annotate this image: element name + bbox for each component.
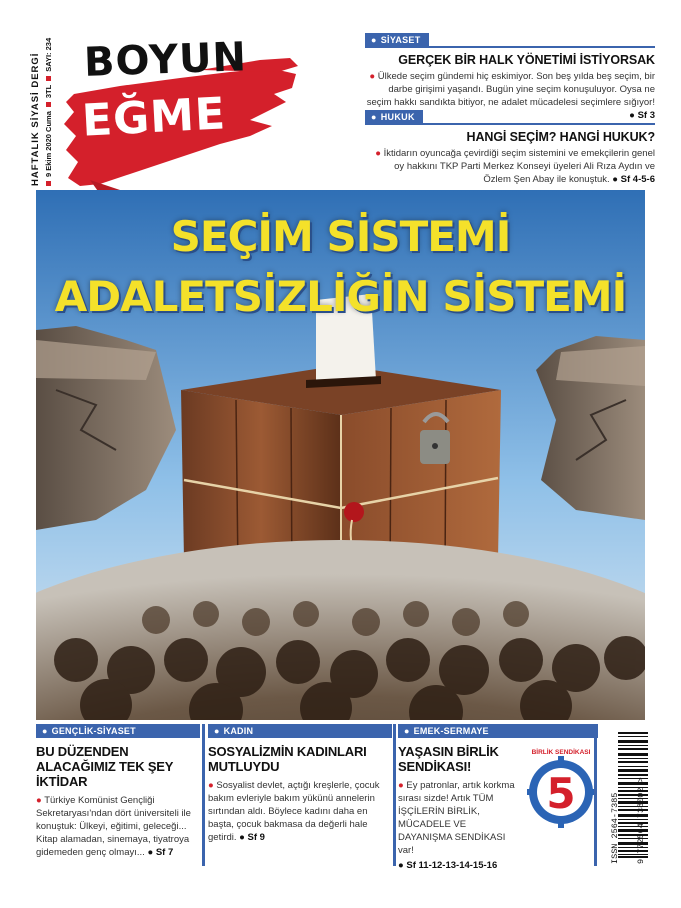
- cover-illustration: [36, 190, 645, 720]
- barcode-number: 9 772564 738002 >: [636, 777, 646, 864]
- bullet-icon: ●: [371, 35, 377, 45]
- column-kadin[interactable]: [208, 724, 392, 864]
- logo-word-egme: EĞME: [80, 88, 228, 147]
- news-title[interactable]: HANGİ SEÇİM? HANGİ HUKUK?: [466, 130, 655, 144]
- magazine-type-label: HAFTALIK SİYASİ DERGİ: [30, 52, 41, 186]
- barcode: [600, 724, 648, 864]
- news-title[interactable]: GERÇEK BİR HALK YÖNETİMİ İSTİYORSAK: [398, 53, 655, 67]
- bottom-columns: [36, 724, 596, 871]
- column-divider: [202, 724, 205, 866]
- news-body: [365, 147, 655, 186]
- column-title[interactable]: BU DÜZENDEN ALACAĞIMIZ TEK ŞEY İKTİDAR: [36, 744, 174, 789]
- column-divider: [393, 724, 396, 866]
- issue-date: 9 Ekim 2020 Cuma: [44, 111, 53, 177]
- red-bullet-icon: ●: [375, 148, 381, 159]
- page-ref[interactable]: ● Sf 3: [629, 110, 655, 121]
- column-body: ● Türkiye Komünist Gençliği Sekretaryası'ndan dört üniversiteli ile konuştuk: Ülkeyi, eğitimi, geleceği... Kitap alamadan, sinemaya, tiyatroya gidemeden genç olmayı... ● Sf 7: [36, 795, 191, 858]
- news-body-text: İktidarın oyuncağa çevirdiği seçim sistemini ve emekçilerin genel oy hakkını TKP Parti Merkez Konseyi üyeleri Ali Rıza Aydın ve Özlem Şen Abay ile konuştuk.: [383, 148, 655, 185]
- red-bullet-icon: ●: [369, 71, 376, 82]
- ballot-box-illustration: [36, 190, 645, 720]
- section-tag: ● EMEK-SERMAYE: [398, 724, 598, 738]
- section-tag: [365, 110, 423, 124]
- headline-line2: ADALETSİZLİĞİN SİSTEMİ: [54, 272, 627, 321]
- bullet-icon: ●: [404, 726, 410, 736]
- bullet-icon: ●: [42, 726, 48, 736]
- section-tag-label: HUKUK: [380, 112, 415, 122]
- page-ref[interactable]: ● Sf 9: [239, 832, 265, 843]
- issue-price: 3TL: [44, 84, 53, 99]
- logo-word-boyun: BOYUN: [83, 34, 248, 86]
- column-title[interactable]: SOSYALİZMİN KADINLARI MUTLUYDU: [208, 744, 367, 774]
- red-square-icon: [46, 76, 51, 81]
- column-body: ● Ey patronlar, artık korkma sırası sizde! Artık TÜM İŞÇİLERİN BİRLİK, MÜCADELE VE DAYANIŞMA SENDİKASI var!: [398, 780, 515, 856]
- birlik-sendikasi-logo-icon: [524, 744, 598, 830]
- page-ref[interactable]: ● Sf 11-12-13-14-15-16: [398, 860, 498, 871]
- column-body: ● Sosyalist devlet, açtığı kreşlerle, çocuk bakım evleriyle bakım yükünü annelerin sırtından aldı. Böylece kadını daha en başta, çocuk bakmasa da değerli hale getirdi. ● Sf 9: [208, 780, 380, 843]
- column-divider: [594, 724, 597, 866]
- issue-info: [44, 36, 53, 186]
- magazine-logo[interactable]: [60, 30, 305, 200]
- logo-number: 5: [546, 769, 576, 818]
- column-genclik[interactable]: [36, 724, 200, 864]
- page-ref[interactable]: ● Sf 4-5-6: [612, 174, 655, 185]
- section-tag: ● KADIN: [208, 724, 392, 738]
- bullet-icon: ●: [371, 112, 377, 122]
- column-page-line: [398, 859, 598, 872]
- page-ref[interactable]: ● Sf 7: [147, 847, 174, 858]
- logo-label: BİRLİK SENDİKASI: [531, 749, 591, 756]
- issn-number: ISSN 2564-7385: [610, 792, 620, 864]
- red-bullet-icon: ●: [208, 780, 214, 791]
- issue-number: SAYI: 234: [44, 37, 53, 72]
- news-item-hukuk[interactable]: [365, 107, 655, 186]
- column-emek[interactable]: [398, 724, 598, 871]
- masthead-vertical-strip: [30, 36, 56, 186]
- section-tag-label: SİYASET: [380, 35, 421, 45]
- red-bullet-icon: ●: [36, 795, 42, 806]
- news-body-text: Ülkede seçim gündemi hiç eskimiyor. Son beş yılda beş seçim, bir darbe girişimi yaşandı. Bugün yine seçim konuşuluyor. Oysa ne seçim hakkı sandıkta bitiyor, ne adalet mücadelesi seçimlere sığıyor!: [366, 71, 655, 108]
- masthead-vertical-text: [30, 36, 53, 186]
- red-bullet-icon: ●: [398, 780, 404, 791]
- section-tag: ● GENÇLİK-SİYASET: [36, 724, 200, 738]
- column-title[interactable]: YAŞASIN BİRLİK SENDİKASI!: [398, 744, 499, 774]
- red-square-icon: [46, 181, 51, 186]
- section-tag: [365, 33, 429, 47]
- bullet-icon: ●: [214, 726, 220, 736]
- headline-line1: SEÇİM SİSTEMİ: [170, 212, 511, 261]
- red-square-icon: [46, 102, 51, 107]
